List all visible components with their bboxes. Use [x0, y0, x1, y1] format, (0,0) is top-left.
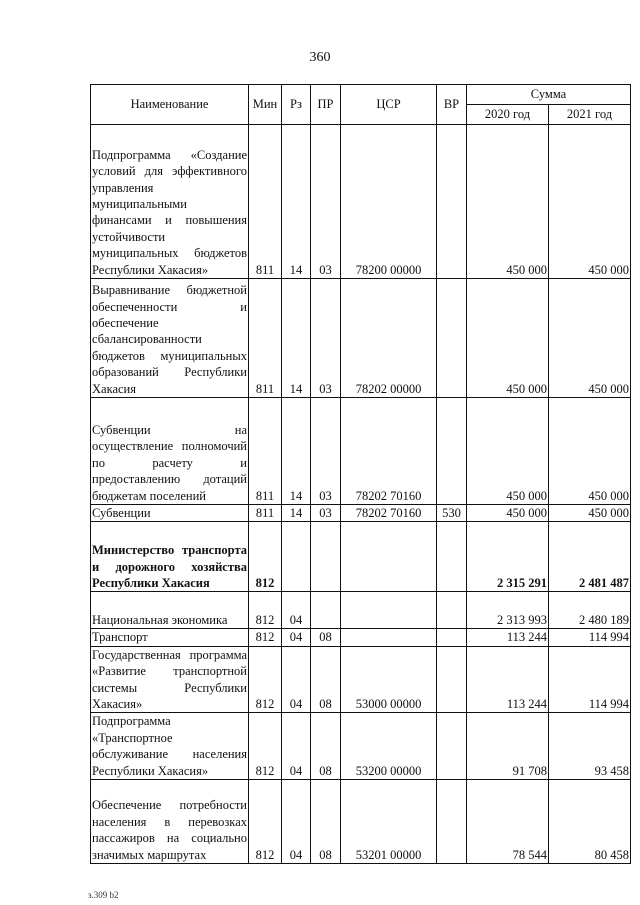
row-name-text: Национальная экономика — [92, 613, 228, 627]
table-row — [91, 505, 631, 522]
table-cell-csr — [341, 522, 437, 592]
table-row — [91, 125, 631, 279]
table-cell-vr — [437, 713, 467, 780]
table-cell-min: 811 — [249, 505, 282, 522]
table-cell-min: 812 — [249, 713, 282, 780]
table-cell-vr — [437, 522, 467, 592]
table-cell-2021: 114 994 — [549, 629, 631, 646]
table-cell-pr: 08 — [311, 780, 341, 864]
table-cell-min: 812 — [249, 592, 282, 629]
table-cell-csr: 53200 00000 — [341, 713, 437, 780]
table-row — [91, 780, 631, 864]
table-cell-vr — [437, 629, 467, 646]
header-name: Наименование — [91, 85, 249, 125]
table-cell-pr: 08 — [311, 629, 341, 646]
table-cell-min: 811 — [249, 279, 282, 398]
table-cell-rz: 04 — [282, 713, 311, 780]
table-row — [91, 398, 631, 505]
table-cell-name — [91, 522, 249, 592]
table-cell-name — [91, 398, 249, 505]
table-cell-vr — [437, 780, 467, 864]
table-cell-name — [91, 629, 249, 646]
table-cell-csr: 53201 00000 — [341, 780, 437, 864]
table-row — [91, 522, 631, 592]
table-cell-2020: 450 000 — [467, 505, 549, 522]
table-cell-vr — [437, 592, 467, 629]
table-cell-pr: 03 — [311, 505, 341, 522]
table-cell-2020: 113 244 — [467, 646, 549, 713]
table-cell-csr — [341, 592, 437, 629]
table-row — [91, 279, 631, 398]
table-cell-rz — [282, 522, 311, 592]
table-cell-2020: 450 000 — [467, 398, 549, 505]
table-cell-min: 811 — [249, 398, 282, 505]
table-cell-min: 812 — [249, 780, 282, 864]
table-cell-min: 812 — [249, 646, 282, 713]
table-cell-2021: 450 000 — [549, 279, 631, 398]
table-cell-rz: 04 — [282, 629, 311, 646]
table-cell-name — [91, 780, 249, 864]
table-cell-rz: 14 — [282, 125, 311, 279]
header-vr: ВР — [437, 85, 467, 125]
table-row — [91, 713, 631, 780]
table-cell-pr — [311, 592, 341, 629]
table-cell-rz: 04 — [282, 592, 311, 629]
table-cell-csr: 78200 00000 — [341, 125, 437, 279]
row-name-text: Транспорт — [92, 630, 148, 645]
table-cell-csr: 78202 00000 — [341, 279, 437, 398]
table-cell-csr: 78202 70160 — [341, 505, 437, 522]
table-cell-vr — [437, 279, 467, 398]
header-2021: 2021 год — [549, 105, 631, 125]
table-cell-pr: 03 — [311, 125, 341, 279]
table-cell-min: 812 — [249, 629, 282, 646]
row-name-text: Субвенции на осуществление полномочий по расчету и предоставлению дотаций бюджетам поселений — [92, 422, 247, 503]
table-cell-2021: 114 994 — [549, 646, 631, 713]
table-cell-pr: 03 — [311, 279, 341, 398]
table-cell-vr — [437, 646, 467, 713]
table-cell-2021: 93 458 — [549, 713, 631, 780]
table-row — [91, 629, 631, 646]
table-cell-2021: 450 000 — [549, 125, 631, 279]
header-rz: Рз — [282, 85, 311, 125]
table-cell-pr: 03 — [311, 398, 341, 505]
table-cell-vr — [437, 125, 467, 279]
table-cell-2021: 80 458 — [549, 780, 631, 864]
table-cell-vr — [437, 398, 467, 505]
table-cell-name — [91, 713, 249, 780]
header-pr: ПР — [311, 85, 341, 125]
table-cell-rz: 14 — [282, 279, 311, 398]
row-name-text: Подпрограмма «Транспортное обслуживание населения Республики Хакасия» — [92, 714, 247, 778]
table-cell-2020: 91 708 — [467, 713, 549, 780]
table-header — [91, 85, 631, 125]
row-name-text: Подпрограмма «Создание условий для эффективного управления муниципальными финансами и повышения устойчивости муниципальных бюджетов Республики Хакасия» — [92, 147, 247, 277]
table-cell-vr: 530 — [437, 505, 467, 522]
table-cell-name — [91, 646, 249, 713]
table-cell-2020: 2 313 993 — [467, 592, 549, 629]
budget-table — [90, 84, 631, 864]
table-cell-name — [91, 505, 249, 522]
table-cell-name — [91, 279, 249, 398]
table-cell-2020: 2 315 291 — [467, 522, 549, 592]
table-cell-min: 812 — [249, 522, 282, 592]
header-csr: ЦСР — [341, 85, 437, 125]
table-row — [91, 592, 631, 629]
page-number: 360 — [309, 50, 331, 65]
table-cell-name — [91, 125, 249, 279]
row-name-text: Субвенции — [92, 506, 151, 520]
table-cell-rz: 14 — [282, 398, 311, 505]
row-name-text: Государственная программа «Развитие транспортной системы Республики Хакасия» — [92, 647, 247, 712]
table-cell-rz: 14 — [282, 505, 311, 522]
header-sum: Сумма — [467, 85, 631, 105]
table-cell-csr — [341, 629, 437, 646]
row-name-text: Министерство транспорта и дорожного хозяйства Республики Хакасия — [92, 543, 247, 590]
header-2020: 2020 год — [467, 105, 549, 125]
table-cell-csr: 53000 00000 — [341, 646, 437, 713]
table-cell-name — [91, 592, 249, 629]
table-cell-pr: 08 — [311, 713, 341, 780]
table-cell-2020: 450 000 — [467, 125, 549, 279]
row-name-text: Обеспечение потребности населения в перевозках пассажиров на социально значимых маршрутах — [92, 798, 247, 862]
table-cell-min: 811 — [249, 125, 282, 279]
table-cell-rz: 04 — [282, 780, 311, 864]
table-cell-2021: 2 480 189 — [549, 592, 631, 629]
table-cell-csr: 78202 70160 — [341, 398, 437, 505]
table-cell-rz: 04 — [282, 646, 311, 713]
table-cell-2021: 450 000 — [549, 505, 631, 522]
footer-code: з.309 b2 — [88, 890, 119, 900]
table-row — [91, 646, 631, 713]
header-min: Мин — [249, 85, 282, 125]
table-cell-pr — [311, 522, 341, 592]
table-body — [91, 125, 631, 864]
table-cell-2020: 78 544 — [467, 780, 549, 864]
table-cell-2021: 450 000 — [549, 398, 631, 505]
table-cell-2020: 450 000 — [467, 279, 549, 398]
row-name-text: Выравнивание бюджетной обеспеченности и обеспечение сбалансированности бюджетов муниципальных образований Республики Хакасия — [92, 283, 247, 396]
table-cell-pr: 08 — [311, 646, 341, 713]
table-cell-2021: 2 481 487 — [549, 522, 631, 592]
table-cell-2020: 113 244 — [467, 629, 549, 646]
